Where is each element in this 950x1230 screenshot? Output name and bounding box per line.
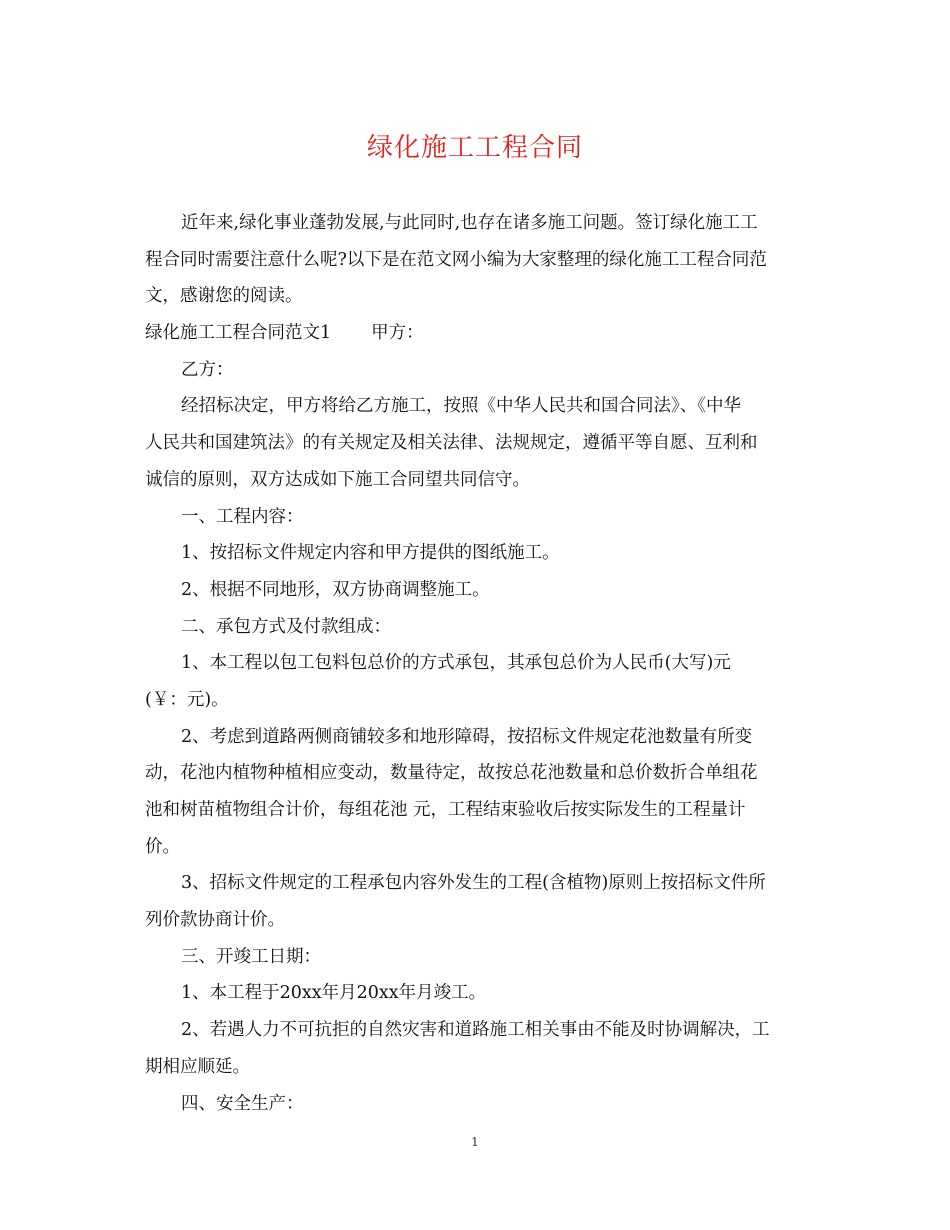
section-heading: 四、安全生产： [181,1093,304,1114]
clause-line: 3、招标文件规定的工程承包内容外发生的工程(含植物)原则上按招标文件所 [181,873,766,894]
party-b-label: 乙方： [181,359,234,380]
paragraph-line: 经招标决定，甲方将给乙方施工，按照《中华人民共和国合同法》、《中华 [181,396,741,417]
clause-line: 价。 [145,836,180,857]
clause-line: 列价款协商计价。 [145,910,285,931]
paragraph-line: 诚信的原则，双方达成如下施工合同望共同信守。 [145,469,530,490]
clause-line: 池和树苗植物组合计价，每组花池 元，工程结束验收后按实际发生的工程量计 [145,800,746,820]
paragraph-line: 文，感谢您的阅读。 [145,286,303,307]
section-heading: 一、工程内容： [181,506,304,527]
section-heading-line [145,315,810,352]
paragraph-line: 程合同时需要注意什么呢?以下是在范文网小编为大家整理的绿化施工工程合同范 [145,249,767,270]
section-heading: 二、承包方式及付款组成： [181,616,391,637]
clause-line: 2、根据不同地形，双方协商调整施工。 [181,579,490,600]
paragraph-line: 人民共和国建筑法》的有关规定及相关法律、法规规定，遵循平等自愿、互利和 [145,433,758,454]
clause-line: 2、考虑到道路两侧商铺较多和地形障碍，按招标文件规定花池数量有所变 [181,726,753,747]
document-title: 绿化施工工程合同 [366,133,583,163]
clause-line: 2、若遇人力不可抗拒的自然灾害和道路施工相关事由不能及时协调解决，工 [181,1020,770,1041]
clause-line: 期相应顺延。 [145,1056,250,1077]
party-a-label: 甲方： [371,323,424,344]
clause-line: 1、本工程于20xx年月20xx年月竣工。 [181,983,487,1004]
sample-heading: 绿化施工工程合同范文1 [145,323,332,344]
clause-line: (￥：元)。 [145,689,229,710]
clause-line: 1、本工程以包工包料包总价的方式承包，其承包总价为人民币(大写)元 [181,653,731,674]
document-body [145,205,810,1122]
clause-line: 动，花池内植物种植相应变动，数量待定，故按总花池数量和总价数折合单组花 [145,763,758,784]
paragraph-line: 近年来,绿化事业蓬勃发展,与此同时,也存在诸多施工问题。签订绿化施工工 [181,213,758,233]
clause-line: 1、按招标文件规定内容和甲方提供的图纸施工。 [181,543,560,564]
section-heading: 三、开竣工日期： [181,946,321,967]
page-number: 1 [471,1135,479,1149]
